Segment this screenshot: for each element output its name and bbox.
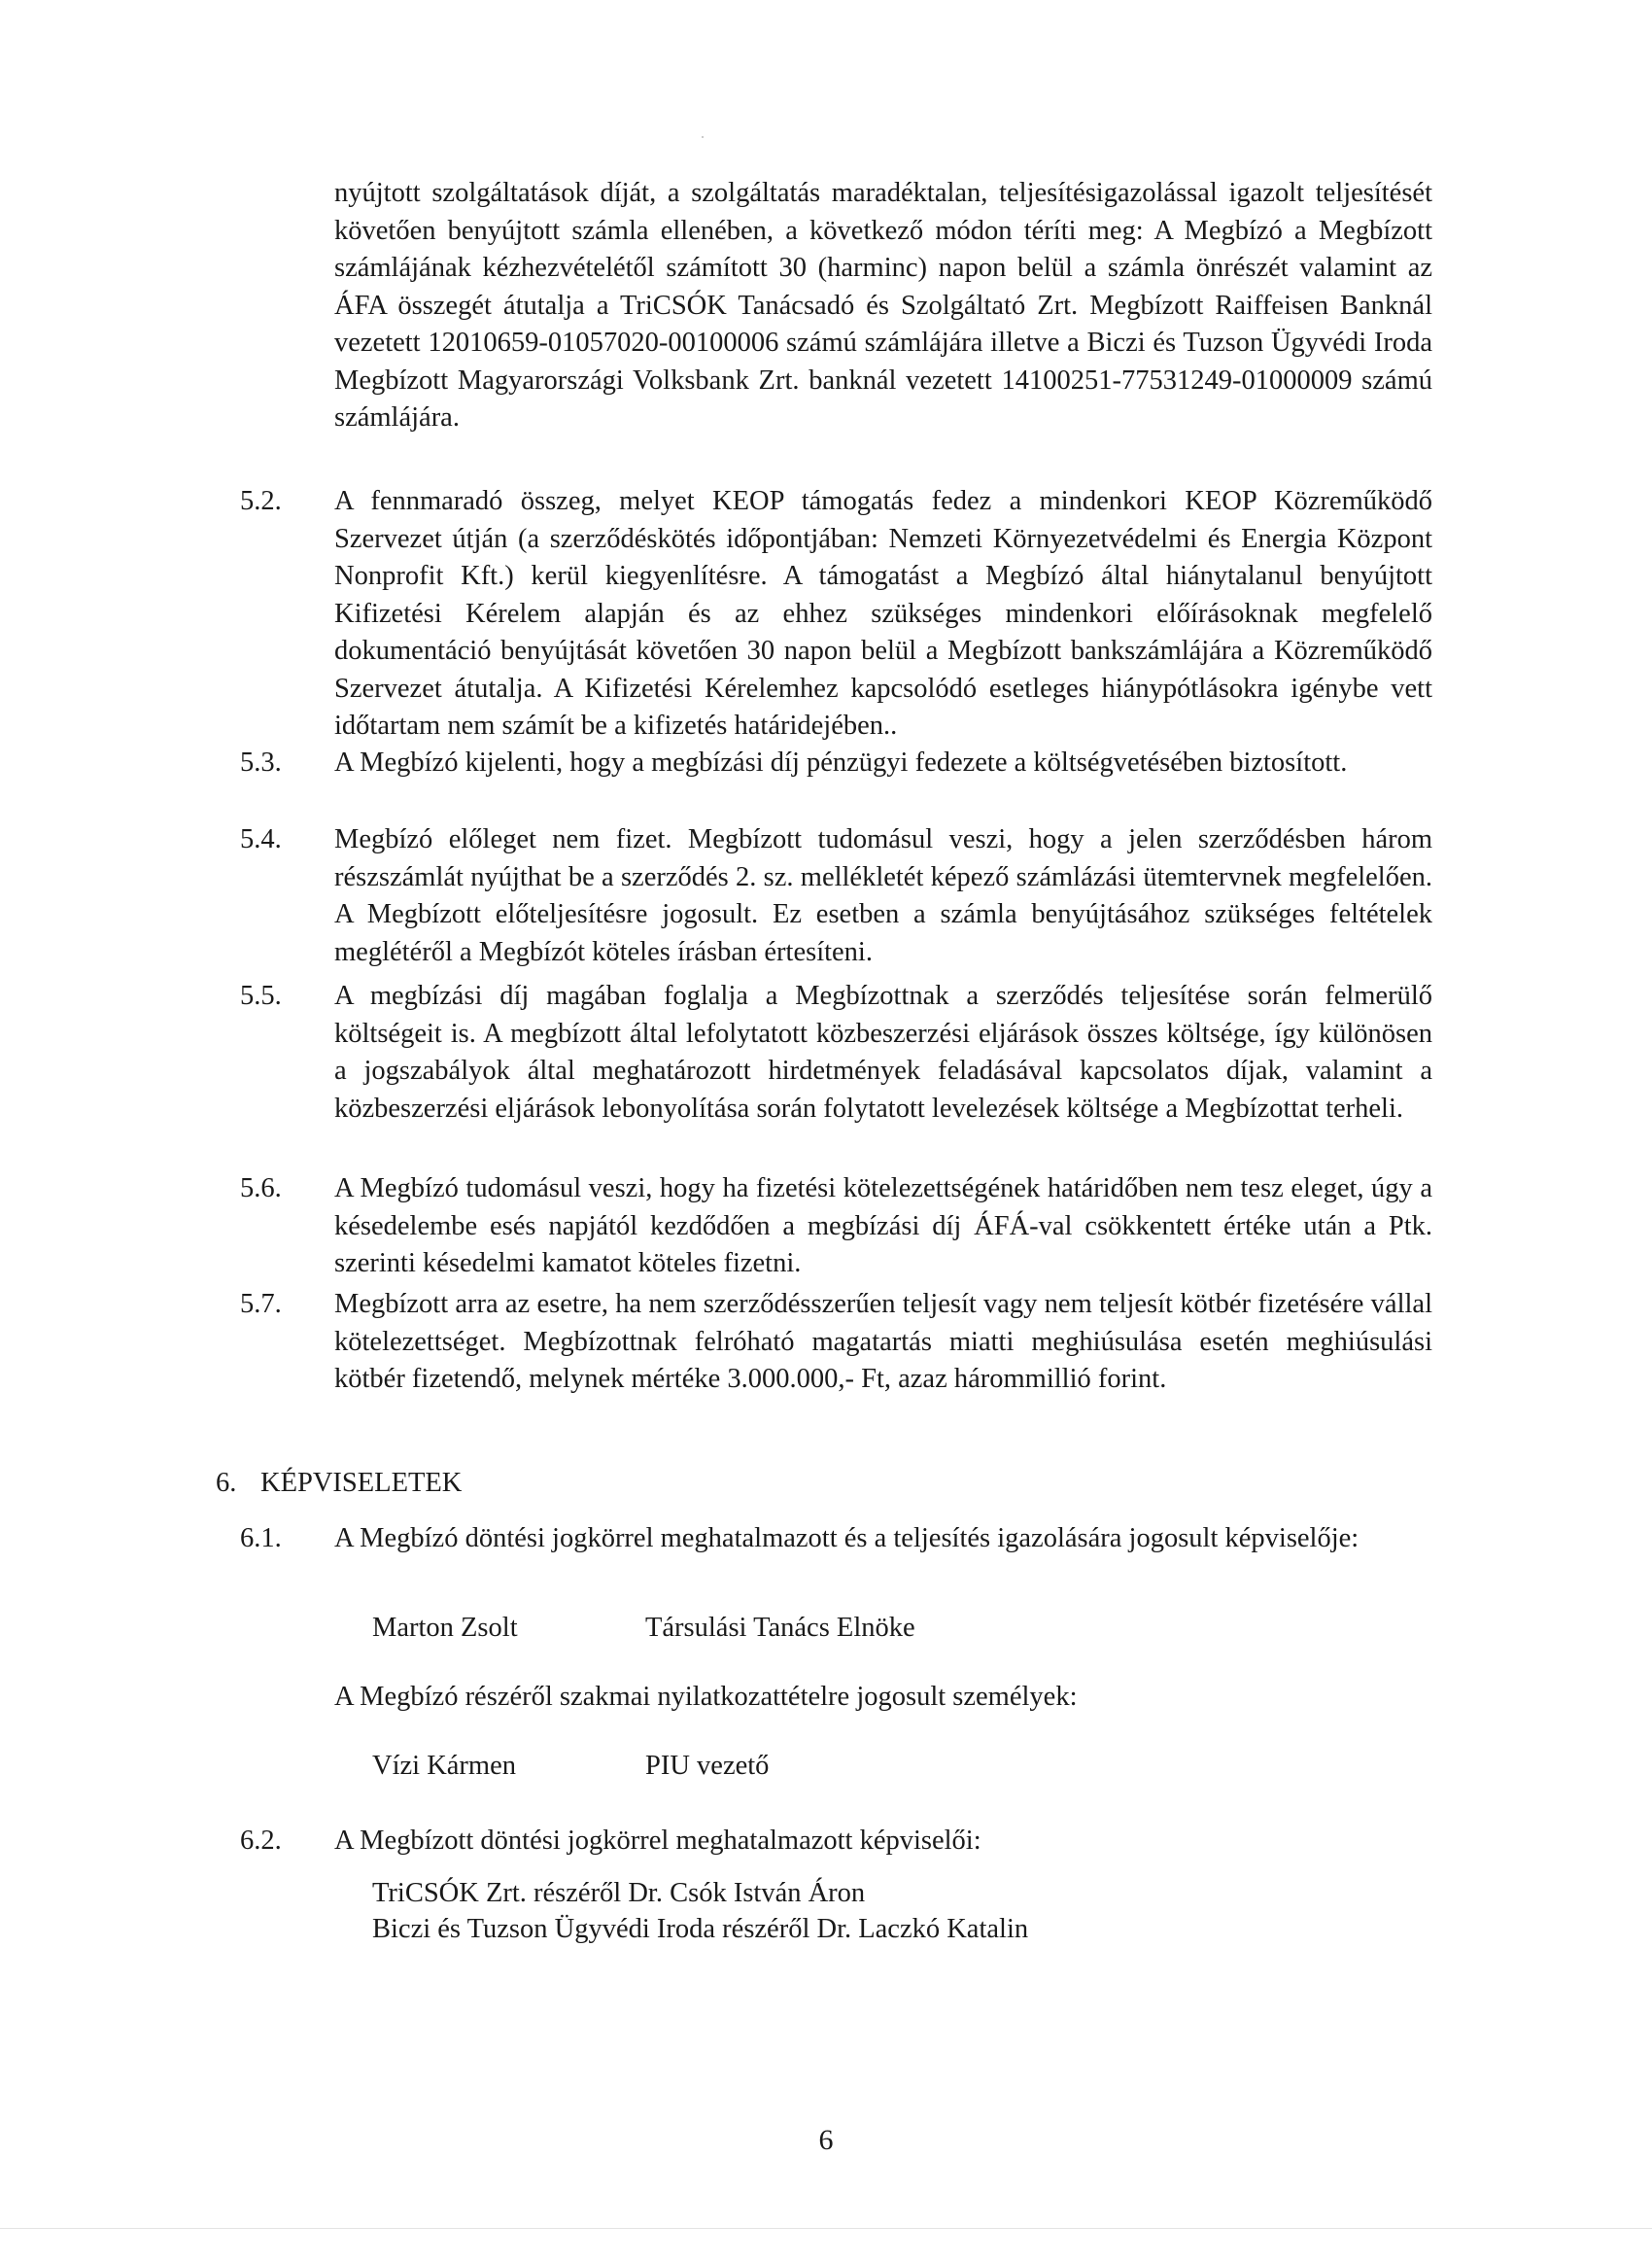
intro-paragraph: nyújtott szolgáltatások díját, a szolgáltatás maradéktalan, teljesítésigazolással igazolt teljesítését követően benyújtott számla ellenében, a következő módon téríti meg: A Megbízó a Megbízott számlájának kézhezvételétől számított 30 (harminc) napon belül a számla önrészét valamint az ÁFA összegét átutalja a TriCSÓK Tanácsadó és Szolgáltató Zrt. Megbízott Raiffeisen Banknál vezetett 12010659-01057020-00100006 számú számlájára illetve a Biczi és Tuzson Ügyvédi Iroda Megbízott Magyarországi Volksbank Zrt. banknál vezetett 14100251-77531249-01000009 számú számlájára. (334, 178, 1432, 433)
clause-text: A megbízási díj magában foglalja a Megbízottnak a szerződés teljesítése során felmerülő költségeit is. A megbízott által lefolytatott közbeszerzési eljárások összes költsége, így különösen a jogszabályok által meghatározott hirdetmények feladásával kapcsolatos díjak, valamint a közbeszerzési eljárások lebonyolítása során folytatott levelezések költsége a Megbízottat terheli. (334, 981, 1432, 1124)
clause-number: 6.2. (240, 1826, 282, 1856)
clause-5-7 (240, 1286, 1432, 1399)
clause-5-3 (240, 745, 1432, 783)
clause-text: A Megbízott döntési jogkörrel meghatalmazott képviselői: (334, 1826, 981, 1856)
clause-5-6 (240, 1170, 1432, 1283)
section-heading (216, 1465, 462, 1503)
page-number: 6 (818, 2124, 834, 2156)
clause-5-5 (240, 978, 1432, 1128)
clause-number: 5.4. (240, 824, 282, 854)
scan-edge-line (0, 2228, 1652, 2229)
clause-number: 5.5. (240, 981, 282, 1011)
representative-name: Vízi Kármen (372, 1751, 516, 1781)
clause-number: 5.6. (240, 1173, 282, 1203)
agent-representative-line: TriCSÓK Zrt. részéről Dr. Csók István Áron (372, 1878, 866, 1908)
clause-text: Megbízó előleget nem fizet. Megbízott tudomásul veszi, hogy a jelen szerződésben három részszámlát nyújthat be a szerződés 2. sz. mellékletét képező számlázási ütemtervnek megfelelően. A Megbízott előteljesítésre jogosult. Ez esetben a számla benyújtásához szükséges feltételek meglétéről a Megbízót köteles írásban értesíteni. (334, 824, 1432, 967)
clause-6-2 (240, 1823, 1432, 1861)
clause-number: 5.2. (240, 486, 282, 516)
scan-speck (702, 136, 704, 138)
clause-text: A Megbízó tudomásul veszi, hogy ha fizetési kötelezettségének határidőben nem tesz eleget, úgy a késedelembe esés napjától kezdődően a megbízási díj ÁFÁ-val csökkentett értéke után a Ptk. szerinti késedelmi kamatot köteles fizetni. (334, 1173, 1432, 1278)
clause-number: 5.3. (240, 748, 282, 778)
clause-5-2 (240, 483, 1432, 746)
clause-text: Megbízott arra az esetre, ha nem szerződésszerűen teljesít vagy nem teljesít kötbér fizetésére vállal kötelezettséget. Megbízottnak felróható magatartás miatti meghiúsulása esetén meghiúsulási kötbér fizetendő, melynek mértéke 3.000.000,- Ft, azaz hárommillió forint. (334, 1289, 1432, 1394)
representative-role: Társulási Tanács Elnöke (645, 1613, 915, 1643)
agent-representative-line: Biczi és Tuzson Ügyvédi Iroda részéről Dr. Laczkó Katalin (372, 1914, 1029, 1944)
clause-number: 5.7. (240, 1289, 282, 1319)
clause-text: A Megbízó döntési jogkörrel meghatalmazott és a teljesítés igazolására jogosult képviselője: (334, 1523, 1359, 1553)
clause-text: A fennmaradó összeg, melyet KEOP támogatás fedez a mindenkori KEOP Közreműködő Szervezet útján (a szerződéskötés időpontjában: Nemzeti Környezetvédelmi és Energia Központ Nonprofit Kft.) kerül kiegyenlítésre. A támogatást a Megbízó által hiánytalanul benyújtott Kifizetési Kérelem alapján és az ehhez szükséges mindenkori előírásoknak megfelelő dokumentáció benyújtását követően 30 napon belül a Megbízott bankszámlájára a Közreműködő Szervezet átutalja. A Kifizetési Kérelemhez kapcsolódó esetleges hiánypótlásokra igénybe vett időtartam nem számít be a kifizetés határidejében.. (334, 486, 1432, 741)
representative-name: Marton Zsolt (372, 1613, 518, 1643)
representative-role: PIU vezető (645, 1751, 770, 1781)
professional-reps-intro: A Megbízó részéről szakmai nyilatkozattételre jogosult személyek: (334, 1682, 1078, 1712)
section-number: 6. (216, 1468, 237, 1498)
section-title: KÉPVISELETEK (260, 1468, 463, 1498)
clause-6-1 (240, 1520, 1432, 1558)
clause-text: A Megbízó kijelenti, hogy a megbízási díj pénzügyi fedezete a költségvetésében biztosított. (334, 748, 1348, 778)
clause-5-4 (240, 821, 1432, 971)
clause-number: 6.1. (240, 1523, 282, 1553)
